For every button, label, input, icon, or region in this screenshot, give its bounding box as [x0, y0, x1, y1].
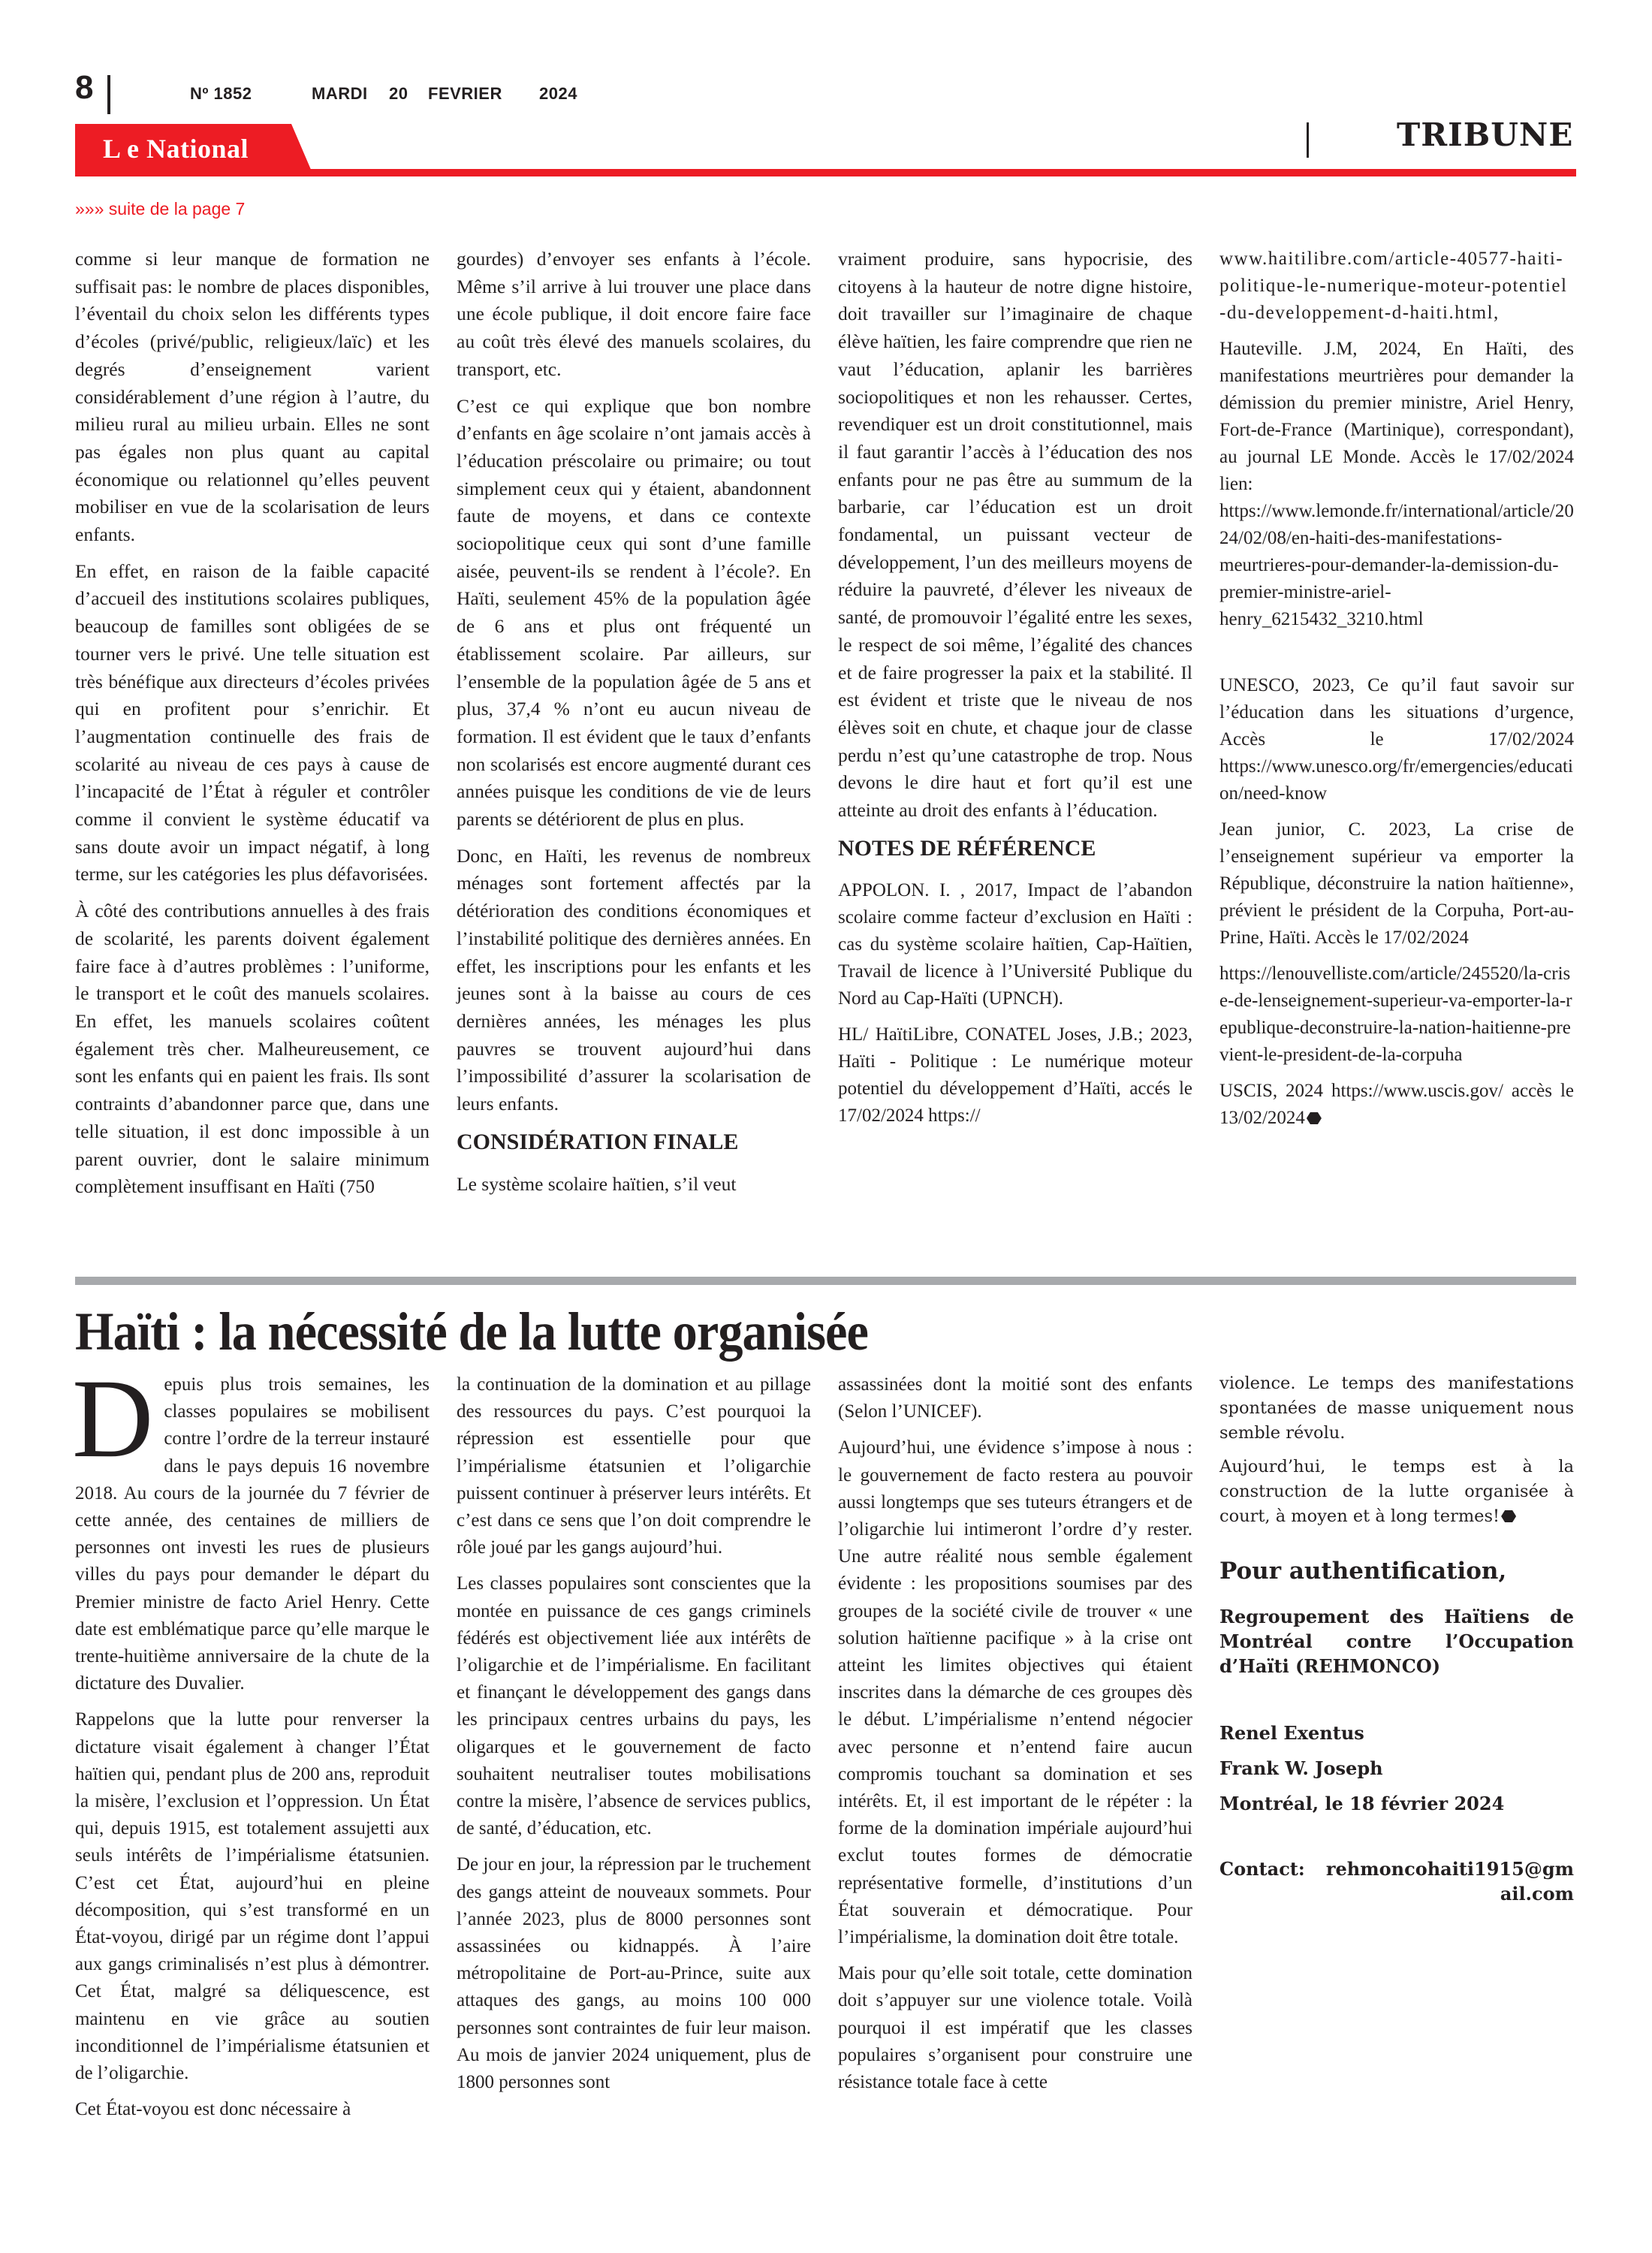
- article2-headline: Haïti : la nécessité de la lutte organisée: [75, 1301, 868, 1362]
- paragraph-text: Aujourd’hui, le temps est à la construction de la lutte organisée à court, à moyen et à long termes!: [1219, 1457, 1574, 1526]
- section-heading-references: NOTES DE RÉFÉRENCE: [838, 835, 1096, 861]
- issue-year: 2024: [539, 84, 577, 103]
- reference-link[interactable]: https://lenouvelliste.com/article/245520/la-crise-de-lenseignement-superieur-va-emporter-la-republique-deconstruire-la-nation-haitienne-previent-le-president-de-la-corpuha: [1219, 964, 1572, 1065]
- paragraph: Les classes populaires sont conscientes que la montée en puissance de ces gangs criminels fédérés est objectivement liée aux intérêts de l’oligarchie et de l’impérialisme. En facilitant et finançant le développement des gangs dans les principaux centres urbains du pays, les oligarques et le gouvernement de facto souhaitent neutraliser toutes mobilisations contre la misère, l’absence de services publics, de santé, d’éducation, etc.: [457, 1573, 811, 1839]
- paragraph: Aujourd’hui, une évidence s’impose à nous : le gouvernement de facto restera au pouvoir aussi longtemps que ses tuteurs étrangers et de l’oligarchie lui intimeront l’ordre d’y rester. Une autre réalité nous semble également évidente : les propositions soumises par des groupes de la société civile de trouver « une solution haïtienne pacifique » à la crise ont atteint les limites objectives qui étaient inscrites dans la démarche de ces groupes dès le début. L’impérialisme n’entend négocier avec personne et n’entend faire aucun compromis touchant sa domination et ses intérêts. Et, il est important de le répéter : la forme de la domination impériale aujourd’hui exclut toutes formes de démocratie représentative formelle, d’institutions d’un État souverain et démocratique. Pour l’impérialisme, la domination doit être totale.: [838, 1437, 1192, 1948]
- section-divider: [1307, 122, 1309, 158]
- contact-email-link[interactable]: rehmoncohaiti1915@gmail.com: [1325, 1858, 1574, 1905]
- paragraph: Cet État-voyou est donc nécessaire à: [75, 2099, 351, 2120]
- article2-column-4: [1219, 1371, 1574, 1917]
- issue-day: 20: [389, 84, 408, 103]
- reference-item: Jean junior, C. 2023, La crise de l’enseignement supérieur va emporter la République, déconstruire la nation haïtienne», prévient le président de la Corpuha, Port-au-Prine, Haïti. Accès le 17/02/2024: [1219, 819, 1574, 948]
- continued-from-link[interactable]: »»» suite de la page 7: [75, 199, 246, 219]
- paragraph: comme si leur manque de formation ne suffisait pas: le nombre de places disponibles, l’éventail du choix selon les différents types d’écoles (privé/public, religieux/laïc) et les degrés d’enseignement varient considérablement d’une région à l’autre, du milieu rural au milieu urbain. Elles ne sont pas égales non plus quant au capital économique ou relationnel qu’elles peuvent mobiliser en vue de la scolarisation de leurs enfants.: [75, 248, 430, 546]
- issue-month: FEVRIER: [428, 84, 502, 103]
- paragraph: Le système scolaire haïtien, s’il veut: [457, 1172, 737, 1195]
- section-heading-conclusion: CONSIDÉRATION FINALE: [457, 1129, 739, 1154]
- signature-organization: Regroupement des Haïtiens de Montréal contre l’Occupation d’Haïti (REHMONCO): [1219, 1606, 1574, 1677]
- paragraph: vraiment produire, sans hypocrisie, des citoyens à la hauteur de notre digne histoire, doit travailler sur l’imaginaire de chaque élève haïtien, les faire comprendre que rien ne vaut l’éducation, aplanir les barrières sociopolitiques et non les rehausser. Certes, revendiquer est un droit constitutionnel, mais il faut garantir l’accès à l’éducation des nos enfants pour ne pas être au summum de la barbarie, car l’éducation est un droit fondamental, un puissant vecteur de développement, l’un des meilleurs moyens de réduire la pauvreté, d’élever les niveaux de santé, de promouvoir l’égalité entre les sexes, le respect de soi même, l’égalité des chances et de faire progresser la paix et la stabilité. Il est évident et triste que le niveau de nos élèves soit en chute, et chaque jour de classe perdu n’est qu’une catastrophe de trop. Nous devons le dire haut et fort qu’il est une atteinte au droit des enfants à l’éducation.: [838, 248, 1192, 822]
- signature-place-date: Montréal, le 18 février 2024: [1219, 1793, 1505, 1814]
- reference-item: HL/ HaïtiLibre, CONATEL Joses, J.B.; 2023, Haïti - Politique : Le numérique moteur potentiel du développement d’Haïti, accés le 17/02/2024 https://: [838, 1024, 1192, 1126]
- reference-text: USCIS, 2024 https://www.uscis.gov/ accès le 13/02/2024: [1219, 1081, 1574, 1128]
- paragraph: [72, 1356, 430, 1697]
- paragraph: Rappelons que la lutte pour renverser la dictature visait également à changer l’État haïtien qui, pendant plus de 200 ans, reproduit la misère, l’exclusion et l’oppression. Un État qui, depuis 1915, est totalement assujetti aux seuls intérêts de l’impérialisme étatsunien. C’est cet État, aujourd’hui en pleine décomposition, qui s’est transformé en un État-voyou, dirigé par un régime dont l’appui aux gangs criminalisés n’est plus à démontrer. Cet État, malgré sa déliquescence, est maintenu en vie grâce au soutien inconditionnel de l’impérialisme étatsunien et de l’oligarchie.: [75, 1709, 430, 2084]
- reference-link[interactable]: www.haitilibre.com/article-40577-haiti-politique-le-numerique-moteur-potentiel-du-developpement-d-haiti.html,: [1219, 249, 1568, 323]
- reference-item: [1219, 1078, 1574, 1132]
- paragraph: [1219, 1455, 1574, 1529]
- issue-weekday: MARDI: [312, 84, 368, 103]
- end-of-article-icon: [1307, 1112, 1322, 1124]
- paragraph: assassinées dont la moitié sont des enfants (Selon l’UNICEF).: [838, 1374, 1192, 1422]
- signature-contact: [1219, 1856, 1574, 1906]
- contact-label: Contact:: [1219, 1858, 1305, 1880]
- paragraph: violence. Le temps des manifestations spontanées de masse uniquement nous semble révolu.: [1219, 1374, 1574, 1443]
- reference-item: APPOLON. I. , 2017, Impact de l’abandon scolaire comme facteur d’exclusion en Haïti : cas du système scolaire haïtien, Cap-Haïtien, Travail de licence à l’Université Publique du Nord au Cap-Haïti (UPNCH).: [838, 879, 1192, 1009]
- masthead-title: L e National: [103, 134, 249, 164]
- spacer: [1219, 1678, 1574, 1721]
- reference-item: UNESCO, 2023, Ce qu’il faut savoir sur l’éducation dans les situations d’urgence, Accès le 17/02/2024 https://www.unesco.org/fr/emergencies/education/need-know: [1219, 675, 1574, 804]
- article1-column-2: [457, 246, 811, 1208]
- paragraph-text: epuis plus trois semaines, les classes populaires se mobilisent contre l’ordre de la terreur instauré dans le pays depuis 16 novembre 2018. Au cours de la journée du 7 février de cette année, des centaines de milliers de personnes ont investi les rues de plusieurs villes du pays pour demander le départ du Premier ministre de facto Ariel Henry. Cette date est emblématique parce qu’elle marque le trente-huitième anniversaire de la chute de la dictature des Duvalier.: [75, 1374, 430, 1694]
- signature-author-1: Renel Exentus: [1219, 1722, 1364, 1744]
- article-divider: [75, 1277, 1576, 1285]
- article2-column-3: [838, 1371, 1192, 2105]
- signature-author-2: Frank W. Joseph: [1219, 1757, 1383, 1779]
- paragraph: À côté des contributions annuelles à des frais de scolarité, les parents doivent également faire face à d’autres problèmes : l’uniforme, le transport et le coût des manuels scolaires. En effet, les manuels scolaires coûtent également très cher. Malheureusement, ce sont les enfants qui en paient les frais. Ils sont contraints d’abandonner parce que, dans une telle situation, il est donc impossible à un parent ouvrier, dont le salaire minimum complètement insuffisant en Haïti (750: [75, 900, 430, 1198]
- paragraph: C’est ce qui explique que bon nombre d’enfants en âge scolaire n’ont jamais accès à l’éducation préscolaire ou primaire; ou tout simplement ceux qui y étaient, abandonnent faute de moyens, et dans ce contexte sociopolitique ceux qui sont d’une famille aisée, peuvent-ils se rendent à l’école?. En Haïti, seulement 45% de la population âgée de 6 ans et plus ont fréquenté un établissement scolaire. Par ailleurs, sur l’ensemble de la population âgée de 5 ans et plus, 37,4 % n’ont eu aucun niveau de formation. Il est évident que le taux d’enfants non scolarisés est encore augmenté durant ces années puisque les conditions de vie de leurs parents se détériorent de plus en plus.: [457, 394, 811, 831]
- article2-column-1: [72, 1356, 430, 2132]
- end-of-article-icon: [1501, 1510, 1516, 1522]
- paragraph: la continuation de la domination et au pillage des ressources du pays. C’est pourquoi la répression est essentielle pour que l’impérialisme étatsunien et l’oligarchie puissent continuer à préserver leurs intérêts. Et c’est dans ce sens que l’on doit comprendre le rôle joué par les gangs aujourd’hui.: [457, 1374, 811, 1558]
- article1-column-3: [838, 246, 1192, 1139]
- drop-cap: D: [72, 1356, 154, 1481]
- paragraph: De jour en jour, la répression par le truchement des gangs atteint de nouveaux sommets. Pour l’année 2023, plus de 8000 personnes sont assassinées ou kidnappés. À l’aire métropolitaine de Port-au-Prince, suite aux attaques des gangs, au moins 100 000 personnes sont contraintes de fuir leur maison. Au mois de janvier 2024 uniquement, plus de 1800 personnes sont: [457, 1854, 811, 2093]
- spacer: [1219, 642, 1574, 672]
- paragraph: gourdes) d’envoyer ses enfants à l’école. Même s’il arrive à lui trouver une place dans une école publique, il doit encore faire face au coût très élevé des manuels scolaires, du transport, etc.: [457, 248, 811, 380]
- paragraph: Mais pour qu’elle soit totale, cette domination doit s’appuyer sur une violence totale. Voilà pourquoi il est impératif que les classes populaires s’organisent pour construire une résistance totale face à cette: [838, 1963, 1192, 2093]
- page-number: 8: [75, 69, 94, 106]
- paragraph: En effet, en raison de la faible capacité d’accueil des institutions scolaires publiques, beaucoup de familles sont obligées de se tourner vers le privé. Une telle situation est très bénéfique aux directeurs d’écoles privées qui en profitent pour s’enrichir. Et l’augmentation continuelle des frais de scolarité au niveau de ces pays à cause de l’incapacité de l’État à réguler et contrôler comme il convient le système éducatif va sans doute avoir un impact négatif, à long terme, sur les catégories les plus défavorisées.: [75, 559, 430, 885]
- spacer: [1219, 1826, 1574, 1856]
- paragraph: Donc, en Haïti, les revenus de nombreux ménages sont fortement affectés par la détérioration des conditions économiques et l’instabilité politique des dernières années. En effet, les inscriptions pour les enfants et les jeunes sont à la baisse au cours de ces dernières années, les ménages les plus pauvres se trouvent aujourd’hui dans l’impossibilité d’assurer la scolarisation de leurs enfants.: [457, 844, 811, 1115]
- issue-number: Nº 1852: [190, 84, 252, 103]
- article1-column-4: [1219, 246, 1574, 1141]
- article2-column-2: [457, 1371, 811, 2105]
- signature-heading: Pour authentification,: [1219, 1558, 1507, 1585]
- article1-column-1: [75, 246, 430, 1210]
- reference-item: Hauteville. J.M, 2024, En Haïti, des manifestations meurtrières pour demander la démission du premier ministre, Ariel Henry, Fort-de-France (Martinique), correspondant), au journal LE Monde. Accès le 17/02/2024 lien: https://www.lemonde.fr/international/article/2024/02/08/en-haiti-des-manifestations-meurtrieres-pour-demander-la-demission-du-premier-ministre-ariel-henry_6215432_3210.html: [1219, 339, 1574, 629]
- section-title: TRIBUNE: [1397, 116, 1574, 153]
- page-number-divider: [107, 75, 110, 114]
